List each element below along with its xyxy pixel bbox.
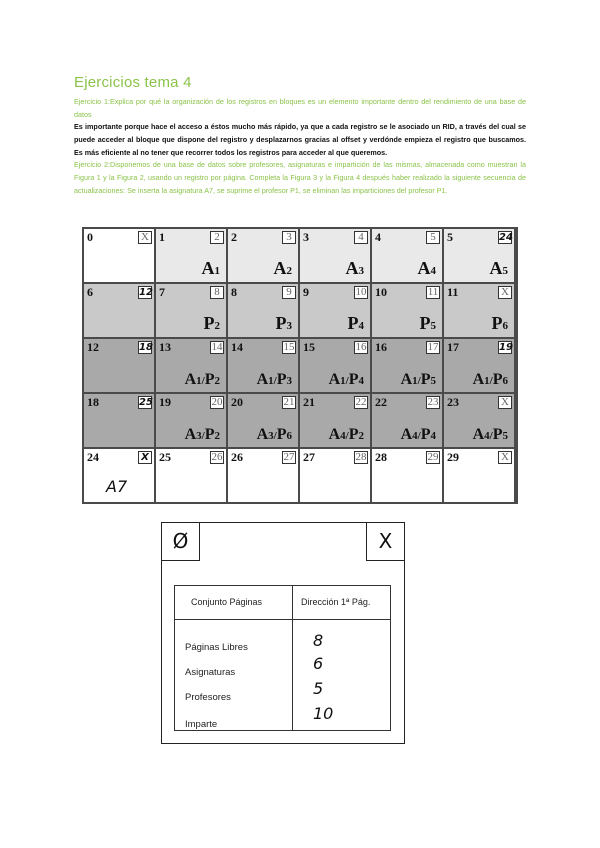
record-content: P4 xyxy=(347,313,364,333)
record-content: P2 xyxy=(203,313,220,333)
page-number: 10 xyxy=(375,285,387,299)
page-number: 18 xyxy=(87,395,99,409)
record-content: A1/P2 xyxy=(184,371,220,388)
figure-directory-table xyxy=(161,522,405,744)
row-value: 8 xyxy=(313,631,324,650)
page-cell-15 xyxy=(300,339,370,392)
page-cell-8 xyxy=(228,284,298,337)
page-cell-23 xyxy=(444,394,514,447)
page-cell-27 xyxy=(300,449,370,502)
page-number: 20 xyxy=(231,395,243,409)
record-content: A3 xyxy=(345,258,364,278)
corner-right-box: X xyxy=(366,523,404,561)
page-cell-0 xyxy=(84,229,154,282)
handwritten-note: A7 xyxy=(106,477,128,496)
record-content: A4 xyxy=(417,258,436,278)
record-content: A1/P5 xyxy=(400,371,436,388)
page-number: 5 xyxy=(447,230,453,244)
row-label: Imparte xyxy=(185,719,218,730)
page-number: 7 xyxy=(159,285,165,299)
column-header-sets: Conjunto Páginas xyxy=(191,597,263,607)
record-content: A4/P5 xyxy=(472,426,508,443)
page-cell-10 xyxy=(372,284,442,337)
page-number: 27 xyxy=(303,450,315,464)
page-cell-19 xyxy=(156,394,226,447)
next-page-pointer: 5 xyxy=(426,231,440,244)
next-page-pointer: 21 xyxy=(283,396,295,408)
record-content: A1/P6 xyxy=(472,371,508,388)
next-page-pointer: 11 xyxy=(427,286,439,298)
next-page-pointer: 12 xyxy=(139,287,153,298)
next-page-pointer: 23 xyxy=(427,396,439,408)
page-cell-4 xyxy=(372,229,442,282)
record-content: A5 xyxy=(489,258,508,278)
page-title: Ejercicios tema 4 xyxy=(74,74,192,91)
page-number: 2 xyxy=(231,230,237,244)
page-cell-9 xyxy=(300,284,370,337)
page-cell-17 xyxy=(444,339,514,392)
next-page-pointer: 26 xyxy=(211,451,223,463)
next-page-pointer: 27 xyxy=(283,451,295,463)
page-number: 17 xyxy=(447,340,459,354)
record-content: A1/P3 xyxy=(256,371,292,388)
page-number: 14 xyxy=(231,340,243,354)
page-cell-26 xyxy=(228,449,298,502)
page-number: 12 xyxy=(87,340,99,354)
page-cell-24 xyxy=(84,449,154,502)
next-page-pointer: X xyxy=(498,451,512,464)
page-cell-18 xyxy=(84,394,154,447)
page-cell-7 xyxy=(156,284,226,337)
page-number: 26 xyxy=(231,450,243,464)
exercise1-answer: Es importante porque hace el acceso a éstos mucho más rápido, ya que a cada registro se le asociado un RID, a través del cual se puede acceder al bloque que dispone del registro y desplazarnos gracias al offset y verdónde empieza el registro que buscamos. Es más eficiente al no tener que recorrer todos los registros para acceder al que queremos. xyxy=(74,122,526,157)
next-page-pointer: X xyxy=(498,286,512,299)
page-cell-16 xyxy=(372,339,442,392)
page-cell-6 xyxy=(84,284,154,337)
next-page-pointer: 28 xyxy=(355,451,367,463)
next-page-pointer: 9 xyxy=(282,286,296,299)
exercise2-question: Ejercicio 2:Disponemos de una base de datos sobre profesores, asignaturas e impartición de las mismas, almacenada como muestran la Figura 1 y la Figura 2, usando un registro por página. Completa la Figura 3 y la Figura 4 después haber realizado la siguiente secuencia de actualizaciones: Se inserta la asignatura A7, se suprime el profesor P1, se eliminan las imparticiones del profesor P1. xyxy=(74,160,526,195)
page-number: 28 xyxy=(375,450,387,464)
next-page-pointer: 19 xyxy=(499,342,513,353)
page-number: 24 xyxy=(87,450,99,464)
row-label: Páginas Libres xyxy=(185,642,248,653)
next-page-pointer: 8 xyxy=(210,286,224,299)
next-page-pointer: 15 xyxy=(283,341,295,353)
next-page-pointer: 29 xyxy=(427,451,439,463)
record-content: A2 xyxy=(273,258,292,278)
page-number: 15 xyxy=(303,340,315,354)
record-content: A4/P2 xyxy=(328,426,364,443)
next-page-pointer: 3 xyxy=(282,231,296,244)
next-page-pointer: 4 xyxy=(354,231,368,244)
next-page-pointer: X xyxy=(498,396,512,409)
next-page-pointer: 20 xyxy=(211,396,223,408)
row-label: Profesores xyxy=(185,692,231,703)
page-cell-13 xyxy=(156,339,226,392)
figure-pages-grid xyxy=(82,227,518,504)
next-page-pointer: X xyxy=(138,451,152,464)
page-number: 9 xyxy=(303,285,309,299)
record-content: A3/P6 xyxy=(256,426,292,443)
page-cell-1 xyxy=(156,229,226,282)
next-page-pointer: 10 xyxy=(355,286,367,298)
page-number: 0 xyxy=(87,230,93,244)
next-page-pointer: 14 xyxy=(211,341,223,353)
next-page-pointer: 17 xyxy=(427,341,439,353)
record-content: P3 xyxy=(275,313,292,333)
page-cell-20 xyxy=(228,394,298,447)
page-number: 1 xyxy=(159,230,165,244)
column-header-address: Dirección 1ª Pág. xyxy=(301,597,371,607)
page-number: 23 xyxy=(447,395,459,409)
page-cell-22 xyxy=(372,394,442,447)
page-number: 11 xyxy=(447,285,459,299)
page-cell-3 xyxy=(300,229,370,282)
page-cell-11 xyxy=(444,284,514,337)
page-number: 19 xyxy=(159,395,171,409)
row-value: 6 xyxy=(313,654,324,673)
page-cell-21 xyxy=(300,394,370,447)
next-page-pointer: 24 xyxy=(499,232,513,243)
page-number: 6 xyxy=(87,285,93,299)
next-page-pointer: 16 xyxy=(355,341,367,353)
next-page-pointer: 2 xyxy=(210,231,224,244)
next-page-pointer: 18 xyxy=(139,342,153,353)
next-page-pointer: 25 xyxy=(139,397,153,408)
page-cell-2 xyxy=(228,229,298,282)
exercise1-question: Ejercicio 1:Explica por qué la organización de los registros en bloques es un elemento importante dentro del rendimiento de una base de datos xyxy=(74,97,526,119)
page-cell-29 xyxy=(444,449,514,502)
record-content: A3/P2 xyxy=(184,426,220,443)
page-cell-25 xyxy=(156,449,226,502)
page-number: 29 xyxy=(447,450,459,464)
record-content: A1/P4 xyxy=(328,371,364,388)
record-content: P5 xyxy=(419,313,436,333)
next-page-pointer: X xyxy=(138,231,152,244)
row-value: 10 xyxy=(313,704,334,723)
row-value: 5 xyxy=(313,679,324,698)
page-cell-14 xyxy=(228,339,298,392)
corner-left-box: Ø xyxy=(162,523,200,561)
page-cell-12 xyxy=(84,339,154,392)
page-number: 21 xyxy=(303,395,315,409)
page-number: 25 xyxy=(159,450,171,464)
record-content: A1 xyxy=(201,258,220,278)
record-content: A4/P4 xyxy=(400,426,436,443)
page-number: 3 xyxy=(303,230,309,244)
page-number: 16 xyxy=(375,340,387,354)
page-number: 13 xyxy=(159,340,171,354)
record-content: P6 xyxy=(491,313,508,333)
directory-table xyxy=(174,585,391,731)
page-number: 4 xyxy=(375,230,381,244)
page-number: 8 xyxy=(231,285,237,299)
page-number: 22 xyxy=(375,395,387,409)
page-cell-5 xyxy=(444,229,514,282)
row-label: Asignaturas xyxy=(185,667,236,678)
page-cell-28 xyxy=(372,449,442,502)
next-page-pointer: 22 xyxy=(355,396,367,408)
